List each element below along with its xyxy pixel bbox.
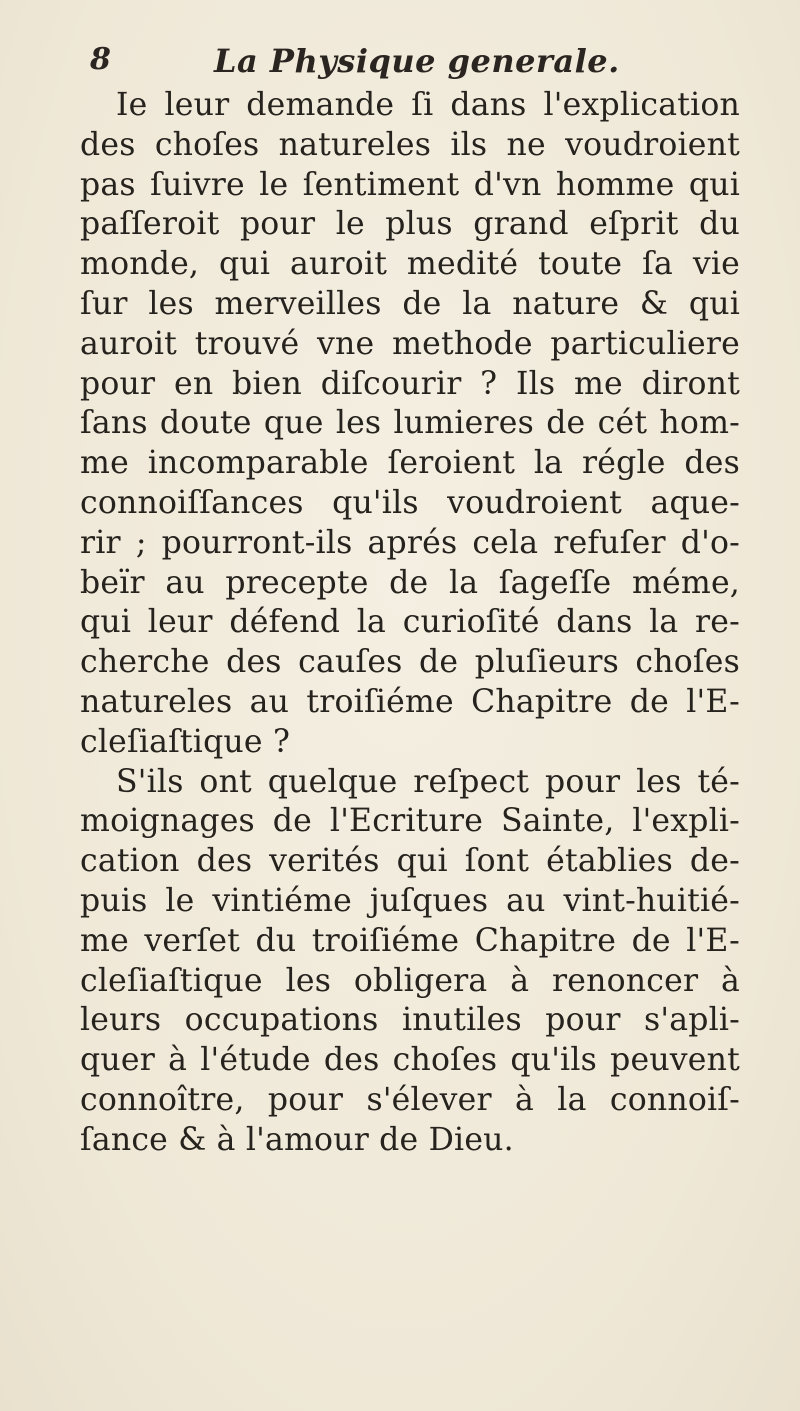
text-line: connoiſſances qu'ils voudroient aque- [80, 484, 740, 521]
body-text [80, 86, 740, 1161]
text-line: S'ils ont quelque reſpect pour les té- [116, 763, 740, 800]
text-line: cation des verités qui ſont établies de- [80, 843, 740, 880]
text-line: paſſeroit pour le plus grand eſprit du [80, 206, 740, 243]
text-line: beïr au precepte de la ſageſſe méme, [80, 564, 740, 601]
running-title: La Physique generale. [214, 42, 620, 80]
text-line: me incomparable ſeroient la régle des [80, 445, 740, 482]
text-line: monde, qui auroit medité toute ſa vie [80, 246, 740, 283]
text-line: cleſiaſtique les obligera à renoncer à [80, 962, 740, 999]
text-line: auroit trouvé vne methode particuliere [80, 325, 740, 362]
text-line: pas ſuivre le ſentiment d'vn homme qui [80, 166, 740, 203]
text-line: ſur les merveilles de la nature & qui [80, 285, 740, 322]
text-line: rir ; pourront-ils aprés cela refuſer d'o- [80, 524, 740, 561]
text-line: pour en bien diſcourir ? Ils me diront [80, 365, 740, 402]
text-line: des choſes natureles ils ne voudroient [80, 126, 740, 163]
text-line: cleſiaſtique ? [80, 723, 291, 760]
text-line: qui leur défend la curioſité dans la re- [80, 604, 740, 641]
text-line: quer à l'étude des choſes qu'ils peuvent [80, 1042, 740, 1079]
text-line: ſans doute que les lumieres de cét hom- [80, 405, 740, 442]
text-line: moignages de l'Ecriture Sainte, l'expli- [80, 803, 740, 840]
text-line: cherche des cauſes de pluſieurs choſes [80, 644, 740, 681]
text-line: me verſet du troiſiéme Chapitre de l'E- [80, 922, 740, 959]
text-line: ſance & à l'amour de Dieu. [80, 1121, 514, 1158]
text-line: Ie leur demande ſi dans l'explication [116, 87, 740, 123]
page-header [88, 38, 728, 88]
page-number: 8 [90, 42, 111, 77]
text-line: natureles au troiſiéme Chapitre de l'E- [80, 683, 740, 720]
text-line: puis le vintiéme juſques au vint-huitié- [80, 882, 740, 919]
text-line: leurs occupations inutiles pour s'apli- [80, 1002, 740, 1039]
text-line: connoître, pour s'élever à la connoiſ- [80, 1081, 740, 1118]
